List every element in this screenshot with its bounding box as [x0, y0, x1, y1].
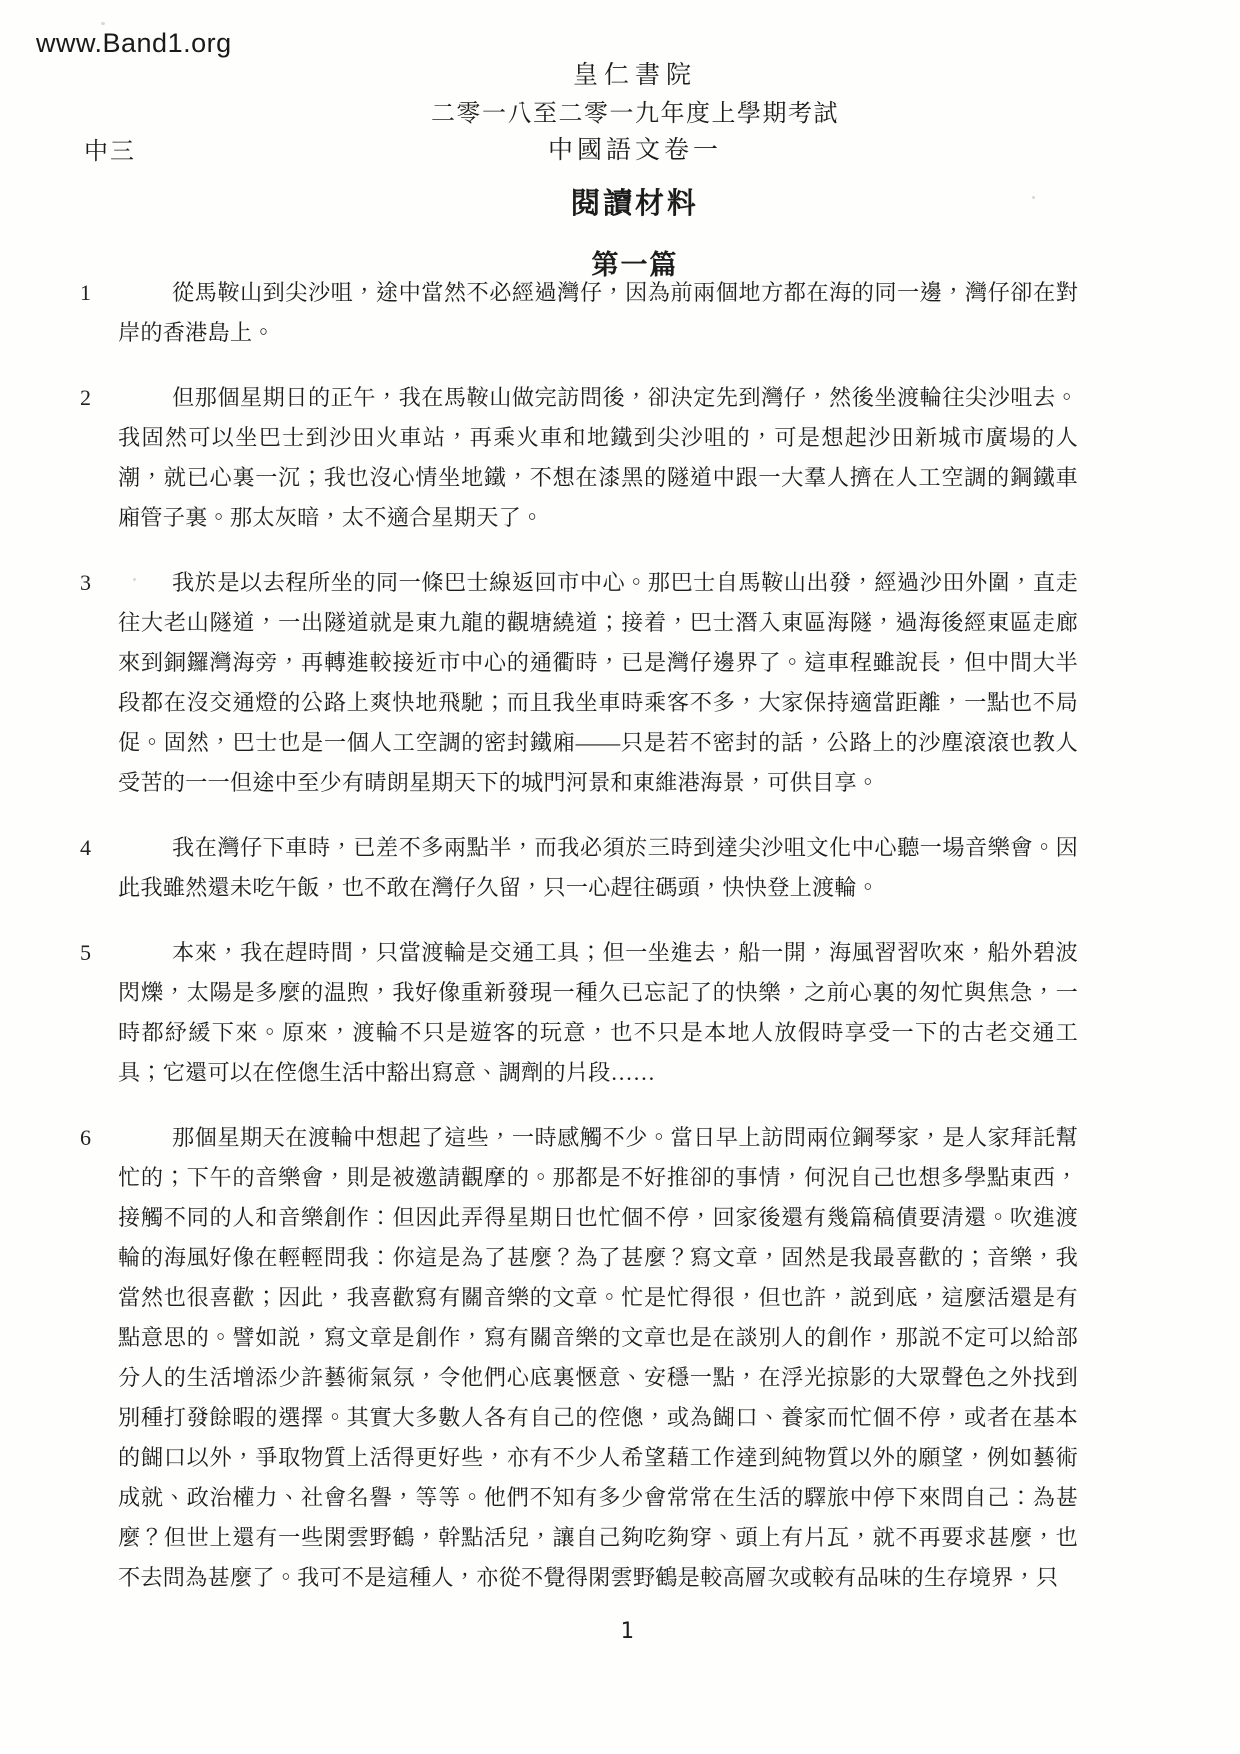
watermark-text: www.Band1.org [36, 28, 232, 58]
form-level: 中三 [84, 139, 136, 165]
exam-title: 二零一八至二零一九年度上學期考試 [431, 101, 839, 127]
paragraph-text: 從馬鞍山到尖沙咀，途中當然不必經過灣仔，因為前兩個地方都在海的同一邊，灣仔卻在對岸的香港島上。 [118, 280, 1078, 345]
paragraph [80, 273, 1080, 353]
paragraph-text: 我於是以去程所坐的同一條巴士線返回市中心。那巴士自馬鞍山出發，經過沙田外圍，直走往大老山隧道，一出隧道就是東九龍的觀塘繞道；接着，巴士潛入東區海隧，過海後經東區走廊來到銅鑼灣海旁，再轉進較接近市中心的通衢時，已是灣仔邊界了。這車程雖說長，但中間大半段都在沒交通燈的公路上爽快地飛馳；而且我坐車時乘客不多，大家保持適當距離，一點也不局促。固然，巴士也是一個人工空調的密封鐵廂——只是若不密封的話，公路上的沙塵滾滾也教人受苦的一一但途中至少有晴朗星期天下的城門河景和東維港海景，可供目享。 [118, 570, 1078, 795]
paragraph-number: 4 [80, 835, 91, 860]
school-name: 皇仁書院 [572, 62, 697, 89]
page-number: 1 [620, 1619, 634, 1644]
paragraph-number: 1 [80, 280, 91, 305]
paragraph-text: 本來，我在趕時間，只當渡輪是交通工具；但一坐進去，船一開，海風習習吹來，船外碧波閃爍，太陽是多麼的温煦，我好像重新發現一種久已忘記了的快樂，之前心裏的匆忙與焦急，一時都紓緩下來。原來，渡輪不只是遊客的玩意，也不只是本地人放假時享受一下的古老交通工具；它還可以在倥傯生活中豁出寫意、調劑的片段…… [118, 940, 1078, 1085]
paragraph-number: 6 [80, 1125, 91, 1150]
paragraph [80, 378, 1080, 538]
paragraph-number: 3 [80, 570, 91, 595]
paragraph-text: 那個星期天在渡輪中想起了這些，一時感觸不少。當日早上訪問兩位鋼琴家，是人家拜託幫忙的；下午的音樂會，則是被邀請觀摩的。那都是不好推卻的事情，何況自己也想多學點東西，接觸不同的人和音樂創作：但因此弄得星期日也忙個不停，回家後還有幾篇稿債要清還。吹進渡輪的海風好像在輕輕問我：你這是為了甚麼？為了甚麼？寫文章，固然是我最喜歡的；音樂，我當然也很喜歡；因此，我喜歡寫有關音樂的文章。忙是忙得很，但也許，説到底，這麼活還是有點意思的。譬如説，寫文章是創作，寫有關音樂的文章也是在談別人的創作，那説不定可以給部分人的生活增添少許藝術氣氛，令他們心底裏愜意、安穩一點，在浮光掠影的大眾聲色之外找到別種打發餘暇的選擇。其實大多數人各有自己的倥傯，或為餬口、養家而忙個不停，或者在基本的餬口以外，爭取物質上活得更好些，亦有不少人希望藉工作達到純物質以外的願望，例如藝術成就、政治權力、社會名譽，等等。他們不知有多少會常常在生活的驛旅中停下來問自己：為甚麼？但世上還有一些閑雲野鶴，幹點活兒，讓自己夠吃夠穿、頭上有片瓦，就不再要求甚麼，也不去問為甚麼了。我可不是這種人，亦從不覺得閑雲野鶴是較高層次或較有品味的生存境界，只 [118, 1125, 1078, 1590]
paragraph [80, 1118, 1080, 1598]
paragraph [80, 828, 1080, 908]
paragraph-number: 5 [80, 940, 91, 965]
paragraph-text: 但那個星期日的正午，我在馬鞍山做完訪問後，卻決定先到灣仔，然後坐渡輪往尖沙咀去。我固然可以坐巴士到沙田火車站，再乘火車和地鐵到尖沙咀的，可是想起沙田新城市廣場的人潮，就已心裏一沉；我也沒心情坐地鐵，不想在漆黑的隧道中跟一大羣人擠在人工空調的鋼鐵車廂管子裏。那太灰暗，太不適合星期天了。 [118, 385, 1078, 530]
paragraph-number: 2 [80, 385, 91, 410]
scan-speck [101, 22, 105, 25]
passage-heading: 第一篇 [591, 250, 679, 280]
paragraph-text: 我在灣仔下車時，已差不多兩點半，而我必須於三時到達尖沙咀文化中心聽一場音樂會。因此我雖然還未吃午飯，也不敢在灣仔久留，只一心趕往碼頭，快快登上渡輪。 [118, 835, 1078, 900]
paper-title: 中國語文卷一 [547, 137, 722, 164]
passage-body [80, 273, 1080, 1623]
scan-speck [1032, 196, 1035, 199]
section-heading: 閱讀材料 [570, 188, 699, 220]
paragraph [80, 563, 1080, 803]
paragraph [80, 933, 1080, 1093]
scan-speck [133, 578, 136, 581]
